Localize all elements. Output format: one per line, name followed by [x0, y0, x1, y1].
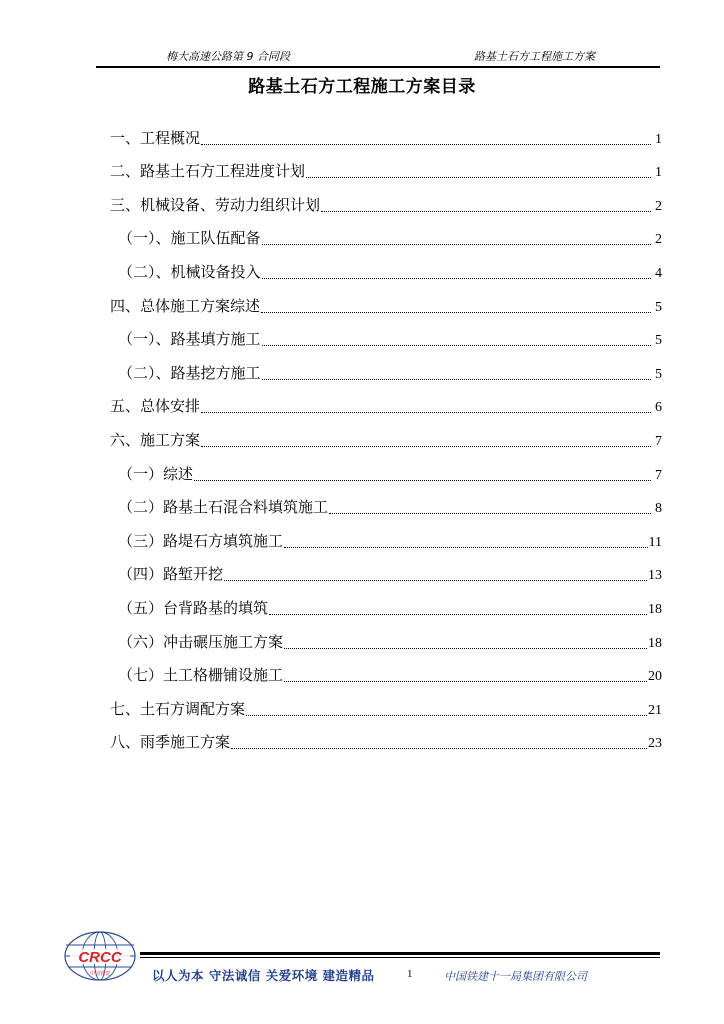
toc-entry[interactable] — [110, 286, 662, 320]
toc-dot-leader — [201, 411, 651, 413]
toc-entry[interactable] — [110, 387, 662, 421]
toc-entry[interactable] — [110, 622, 662, 656]
toc-dot-leader — [284, 680, 647, 682]
toc-entry-label: （一）、路基填方施工 — [118, 330, 261, 349]
toc-dot-leader — [306, 176, 651, 178]
toc-entry-label: 八、雨季施工方案 — [110, 733, 231, 752]
toc-entry[interactable] — [110, 723, 662, 757]
toc-entry-page: 23 — [648, 736, 662, 752]
toc-entry-page: 13 — [648, 568, 662, 584]
toc-entry-page: 2 — [655, 232, 662, 248]
toc-entry-page: 21 — [648, 702, 662, 718]
toc-entry-label: （五）台背路基的填筑 — [118, 598, 269, 617]
toc-dot-leader — [329, 512, 651, 514]
toc-dot-leader — [284, 647, 647, 649]
page-title: 路基土石方工程施工方案目录 — [248, 77, 476, 97]
toc-entry-page: 1 — [655, 131, 662, 147]
toc-entry-page: 18 — [648, 601, 662, 617]
toc-entry-page: 5 — [655, 299, 662, 315]
toc-entry-label: （三）路堤石方填筑施工 — [118, 531, 284, 550]
toc-entry[interactable] — [110, 320, 662, 354]
toc-entry-label: （一）综述 — [118, 464, 194, 483]
toc-entry-page: 18 — [648, 635, 662, 651]
toc-entry-page: 2 — [655, 198, 662, 214]
toc-entry[interactable] — [110, 252, 662, 286]
page-header-left: 梅大高速公路第 9 合同段 — [166, 50, 290, 63]
crcc-logo-icon — [62, 930, 138, 982]
toc-entry[interactable] — [110, 420, 662, 454]
toc-entry-label: 六、施工方案 — [110, 430, 201, 449]
toc-entry-page: 4 — [655, 265, 662, 281]
page-header-right: 路基土石方工程施工方案 — [474, 50, 595, 63]
toc-entry-page: 7 — [655, 467, 662, 483]
toc-entry-page: 5 — [655, 333, 662, 349]
toc-entry[interactable] — [110, 521, 662, 555]
toc-dot-leader — [201, 445, 651, 447]
toc-entry-label: （二）、机械设备投入 — [118, 262, 261, 281]
toc-entry[interactable] — [110, 588, 662, 622]
toc-entry[interactable] — [110, 185, 662, 219]
toc-entry-label: 五、总体安排 — [110, 397, 201, 416]
toc-dot-leader — [261, 311, 651, 313]
toc-entry-page: 8 — [655, 501, 662, 517]
toc-entry[interactable] — [110, 656, 662, 690]
toc-entry[interactable] — [110, 219, 662, 253]
toc-entry-page: 6 — [655, 400, 662, 416]
toc-dot-leader — [231, 747, 647, 749]
toc-entry-page: 1 — [655, 165, 662, 181]
toc-dot-leader — [224, 579, 647, 581]
toc-entry-label: 七、土石方调配方案 — [110, 699, 246, 718]
toc-entry[interactable] — [110, 118, 662, 152]
footer-rule-thick — [140, 952, 660, 955]
toc-entry-label: 四、总体施工方案综述 — [110, 296, 261, 315]
toc-entry[interactable] — [110, 353, 662, 387]
toc-dot-leader — [321, 210, 651, 212]
toc-dot-leader — [262, 277, 651, 279]
toc-dot-leader — [201, 143, 651, 145]
toc-entry-page: 11 — [648, 534, 662, 550]
footer-page-number: 1 — [407, 968, 413, 980]
toc-entry-page: 5 — [655, 366, 662, 382]
toc-entry[interactable] — [110, 152, 662, 186]
logo-subtext: 中国铁建 — [89, 971, 111, 977]
toc-dot-leader — [284, 546, 648, 548]
toc-entry[interactable] — [110, 488, 662, 522]
toc-entry-label: （七）土工格栅铺设施工 — [118, 666, 284, 685]
toc-entry-label: （四）路堑开挖 — [118, 565, 224, 584]
toc-dot-leader — [194, 479, 651, 481]
logo-text: CRCC — [78, 949, 122, 966]
toc-dot-leader — [262, 344, 651, 346]
toc-entry-label: 一、工程概况 — [110, 128, 201, 147]
toc-dot-leader — [269, 613, 647, 615]
toc-entry-label: 二、路基土石方工程进度计划 — [110, 162, 306, 181]
toc-entry-label: （六）冲击碾压施工方案 — [118, 632, 284, 651]
toc-entry[interactable] — [110, 689, 662, 723]
toc-entry-label: （二）、路基挖方施工 — [118, 363, 261, 382]
toc-dot-leader — [262, 378, 651, 380]
footer-motto: 以人为本 守法诚信 关爱环境 建造精品 — [152, 968, 375, 983]
toc-entry-page: 20 — [648, 669, 662, 685]
toc-entry[interactable] — [110, 555, 662, 589]
toc-entry-label: （一）、施工队伍配备 — [118, 229, 261, 248]
toc-entry-label: （二）路基土石混合料填筑施工 — [118, 498, 329, 517]
toc-entry-label: 三、机械设备、劳动力组织计划 — [110, 195, 321, 214]
toc-entry[interactable] — [110, 454, 662, 488]
header-rule — [96, 66, 660, 68]
toc-dot-leader — [246, 714, 647, 716]
footer-rule-thin — [140, 957, 660, 958]
table-of-contents — [110, 118, 662, 756]
toc-entry-page: 7 — [655, 433, 662, 449]
footer-company: 中国铁建十一局集团有限公司 — [444, 970, 587, 983]
toc-dot-leader — [262, 243, 651, 245]
